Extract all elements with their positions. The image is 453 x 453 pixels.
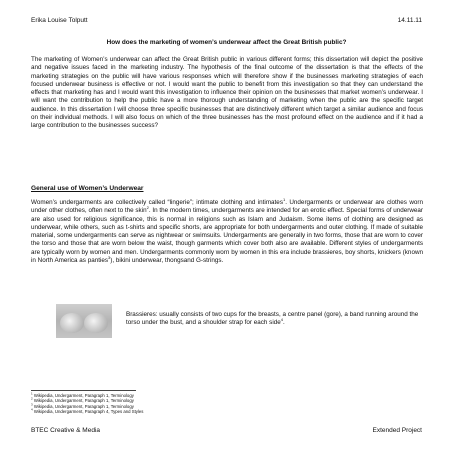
- footnote-text: Wikipedia, Undergarment, Paragraph 1, Terminology: [32, 398, 134, 404]
- paragraph-text: . In the modern times, undergarments are intended for an erotic effect. Special forms of underwear are also used for religious significance, this is normal in religions such as Islam and Judaism. Some items of clothing are designed as underwear, while others, such as t-shirts and specific shorts, are appropriate for both undergarments and outer clothing. If made of suitable material, some undergarments can serve as nightwear or swimsuits. Undergarments are generally in two forms, those that are worn to cover the torso and those that are worn below the waist, though garments which cover both also are available. Different styles of undergarments are typically worn by women and men. Undergarments commonly worn by women in this era include brassieres, boy shorts, knickers (known in North America as panties: [31, 207, 423, 264]
- footnotes-list: [31, 393, 143, 415]
- bra-cup-right: [84, 313, 108, 333]
- footnote-ref-4[interactable]: 4: [280, 317, 283, 323]
- section-paragraph: [31, 196, 424, 265]
- paragraph-text: ), bikini underwear, thongsand G-strings.: [110, 256, 224, 264]
- footnote-text: Wikipedia, Undergarment, Paragraph 1, Terminology: [32, 393, 134, 398]
- paragraph-text: Brassieres: usually consists of two cups for the breasts, a centre panel (gore), a band running around the torso under the bust, and a shoulder strap for each side: [126, 311, 419, 327]
- brassiere-image: [56, 304, 112, 338]
- footer-course: BTEC Creative & Media: [31, 427, 100, 434]
- footnote-number: 2: [31, 396, 33, 401]
- document-title: How does the marketing of women’s underwear affect the Great British public?: [106, 39, 347, 46]
- brassieres-paragraph: [126, 311, 426, 328]
- paragraph-text: Women’s undergarments are collectively called “lingerie”; intimate clothing and intimates: [31, 199, 283, 206]
- footnote-divider: [31, 390, 136, 391]
- footnote-ref-1[interactable]: 1: [282, 196, 286, 202]
- footnote-number: 4: [31, 407, 33, 412]
- footnote-number: 1: [31, 391, 33, 396]
- paragraph-text: . Undergarments or underwear are clothes worn under other clothes, often next to the skin: [31, 199, 424, 215]
- intro-paragraph: The marketing of Women’s underwear can affect the Great British public in various different forms; this dissertation will depict the positive and negative issues faced in the marketing industry. The hypothesis of the final outcome of the dissertation is that the effects of the marketing strategies on the public will have various responses which will therefore show if the businesses marketing strategies of each focused underwear business is effective or not. I would want the public to benefit from this investigation so that they can understand the effects that marketing has and I would want this investigation to influence their opinion on the businesses that market women’s underwear. I will want the contribution to help the public have a more thorough understanding of marketing when the public are the specific target audience. In this dissertation I will choose three specific businesses that are distinctively different which target a similar audience and focus on their individual methods. I will also focus on which of the three businesses has the most profound effect on the audience and if it had a large contribution to the businesses success?: [31, 56, 423, 129]
- footnote-item: [31, 409, 143, 414]
- footnote-ref-2[interactable]: 2: [146, 205, 149, 211]
- page-footer: [31, 427, 422, 434]
- paragraph-text: .: [282, 319, 285, 327]
- footnote-text: Wikipedia, Undergarment, Paragraph 1, Terminology: [32, 403, 134, 409]
- footer-project: Extended Project: [372, 427, 422, 434]
- footnote-text: Wikipedia, Undergarment, Paragraph 4, Types and Styles: [32, 409, 144, 415]
- bra-cup-left: [60, 313, 84, 333]
- header-date: 14.11.11: [397, 17, 422, 24]
- author-name: Erika Louise Tolputt: [31, 17, 88, 24]
- section-heading: General use of Women’s Underwear: [31, 185, 144, 192]
- footnote-ref-3[interactable]: 3: [108, 254, 111, 260]
- page-header: [31, 17, 422, 24]
- footnote-number: 3: [31, 402, 33, 407]
